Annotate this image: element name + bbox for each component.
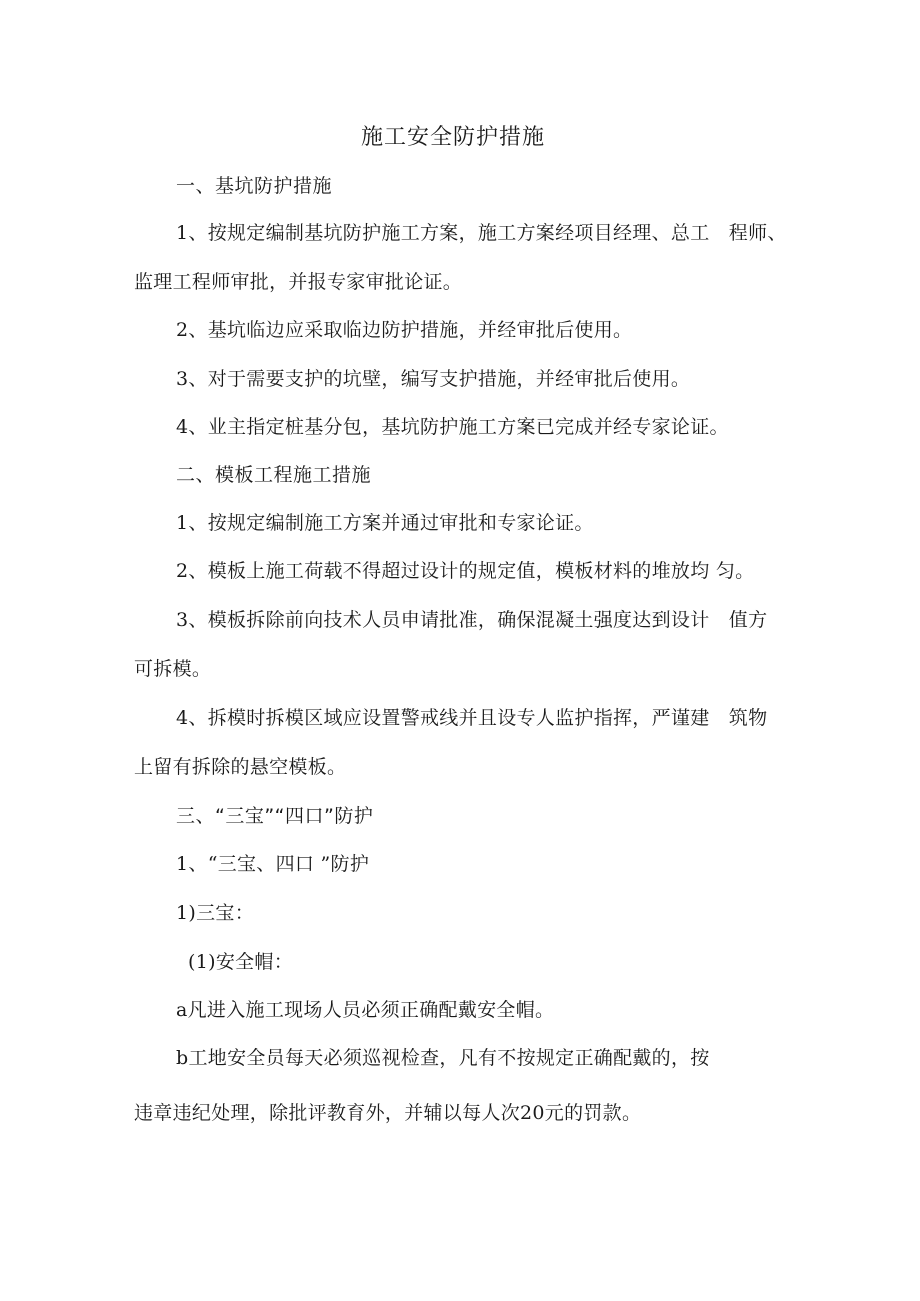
paragraph-line: 3、对于需要支护的坑壁，编写支护措施，并经审批后使用。 <box>176 368 691 390</box>
paragraph-line: 2、模板上施工荷载不得超过设计的规定值，模板材料的堆放均 匀。 <box>176 560 755 582</box>
paragraph-line: 4、拆模时拆模区域应设置警戒线并且设专人监护指挥，严谨建 筑物 <box>176 707 768 729</box>
section-heading: 二、模板工程施工措施 <box>176 464 372 486</box>
paragraph-line: (1)安全帽： <box>188 951 294 973</box>
paragraph-line: 1)三宝： <box>176 902 255 924</box>
paragraph-line: 1、按规定编制施工方案并通过审批和专家论证。 <box>176 512 594 534</box>
section-heading: 一、基坑防护措施 <box>176 175 333 197</box>
paragraph-line: 违章违纪处理，除批评教育外，并辅以每人次20元的罚款。 <box>134 1102 642 1124</box>
paragraph-line: 1、“三宝、四口 ”防护 <box>176 853 370 875</box>
paragraph-line: 2、基坑临边应采取临边防护措施，并经审批后使用。 <box>176 319 633 341</box>
document-title: 施工安全防护措施 <box>361 125 546 150</box>
paragraph-line: 监理工程师审批，并报专家审批论证。 <box>134 271 463 293</box>
paragraph-line: 可拆模。 <box>134 658 212 680</box>
paragraph-line: 1、按规定编制基坑防护施工方案，施工方案经项目经理、总工 程师、 <box>176 222 787 244</box>
paragraph-line: 4、业主指定桩基分包，基坑防护施工方案已完成并经专家论证。 <box>176 416 729 438</box>
paragraph-line: a凡进入施工现场人员必须正确配戴安全帽。 <box>176 999 555 1021</box>
paragraph-line: 上留有拆除的悬空模板。 <box>134 756 347 778</box>
section-heading: 三、“三宝”“四口”防护 <box>176 805 374 827</box>
paragraph-line: 3、模板拆除前向技术人员申请批准，确保混凝土强度达到设计 值方 <box>176 609 768 631</box>
paragraph-line: b工地安全员每天必须巡视检查，凡有不按规定正确配戴的，按 <box>176 1047 710 1069</box>
